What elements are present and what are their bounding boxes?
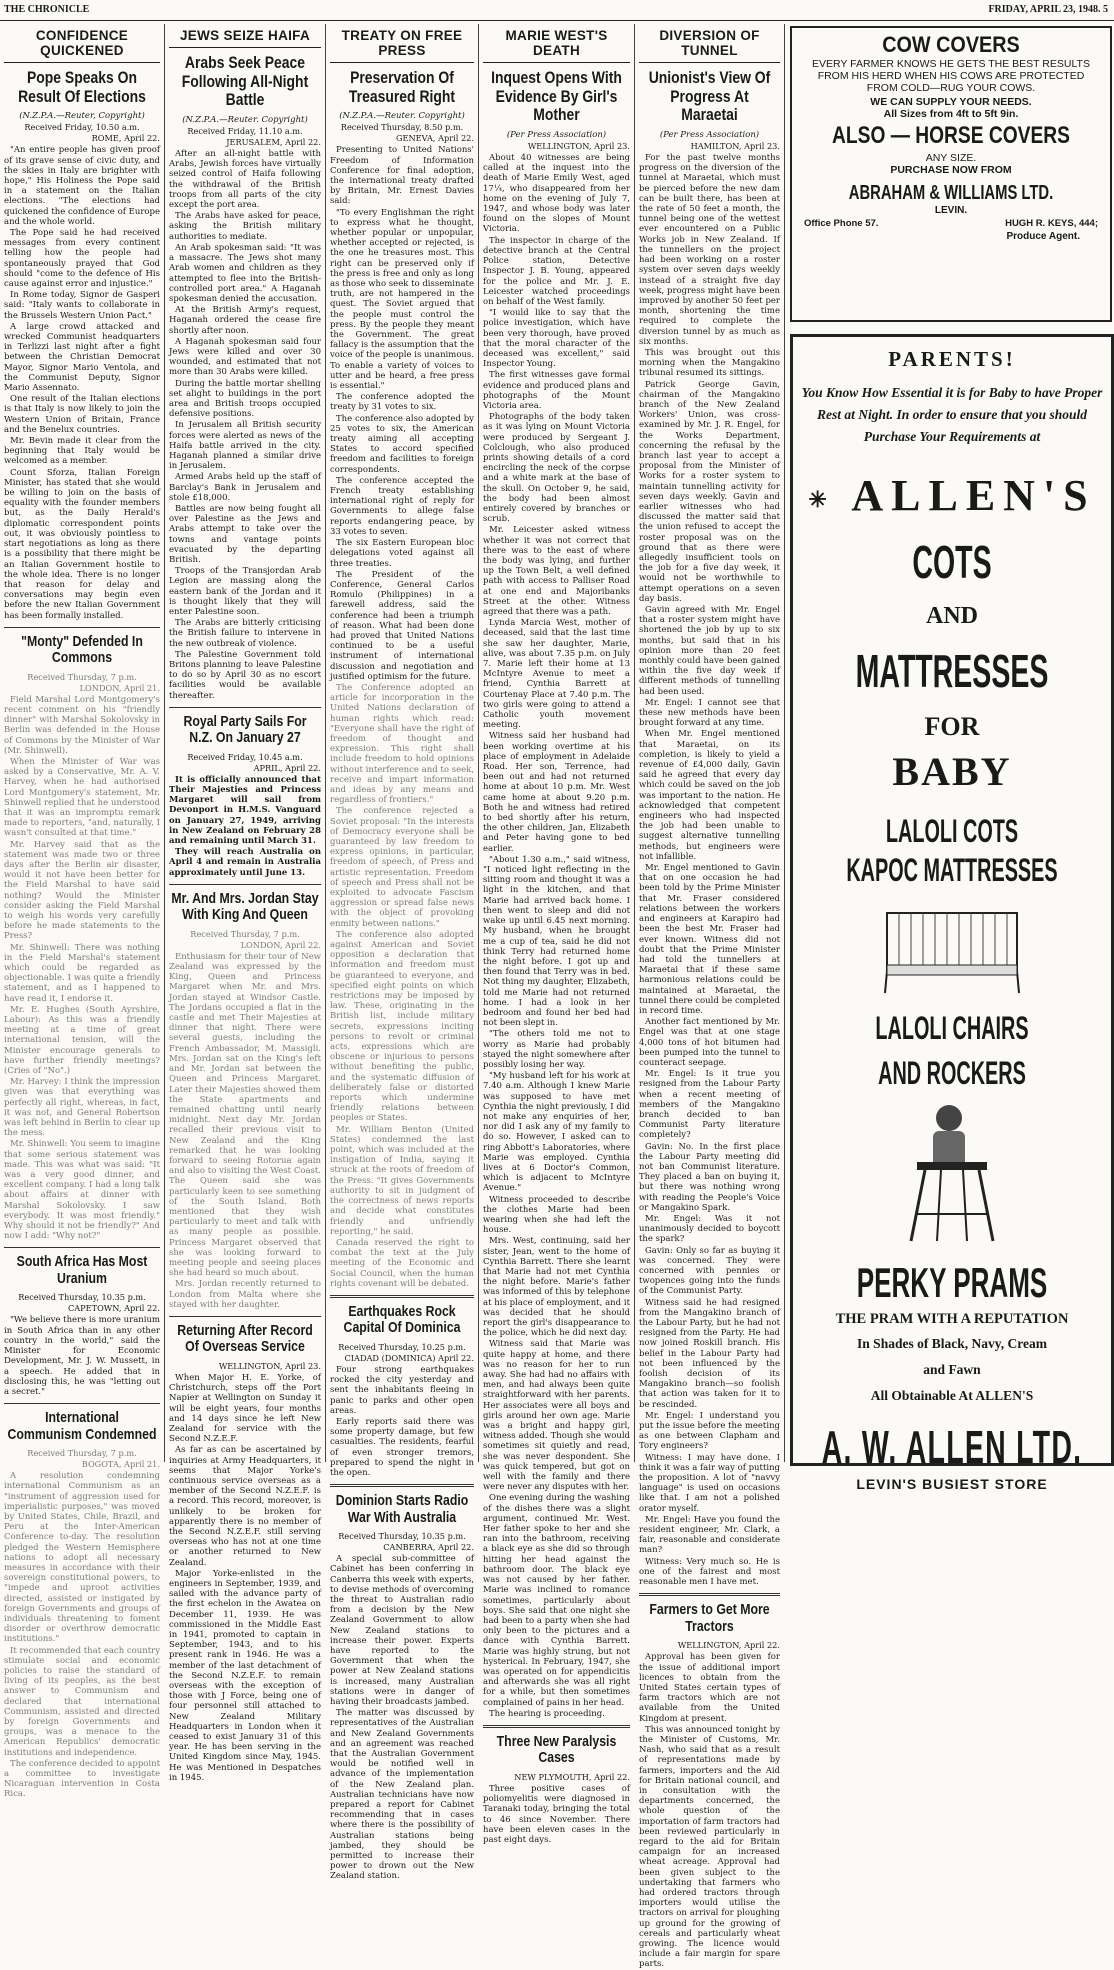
article-body: "We believe there is more uranium in South Africa than in any other country in the world," said the Minister for Economic Development, Mr. J. W. Mussett, in a speech. He added that in disclosing this, he was "letting out a secret." (4, 1315, 160, 1397)
article-headline: "Monty" Defended In Commons (21, 632, 143, 667)
kicker: JEWS SEIZE HAIFA (169, 24, 321, 48)
kicker: CONFIDENCE QUICKENED (4, 24, 160, 63)
article-headline: Inquest Opens With Evidence By Girl's Mother (491, 68, 622, 125)
cot-icon (877, 895, 1027, 995)
article-body: Three positive cases of poliomyelitis were diagnosed in Taranaki today, bringing the total to 46 since November. There have been eleven cases in the past eight days. (483, 1783, 630, 1845)
ad-store-name: ✳ ALLEN'S (808, 471, 1096, 520)
ad-headline: PARENTS! (888, 347, 1016, 371)
received: Received Friday, 10.50 a.m. (24, 122, 140, 133)
baby-chair-icon (897, 1096, 1007, 1246)
article-body: A special sub-committee of Cabinet has been conferring in Canberra this week with experts, to devise methods of overcoming the threat to Australian radio from a decision by the New Zealand Government to allow New Zealand stations to increase their power. Experts have reported to the Government that when the power at New Zealand stations is increased, many Australian stations were in danger of having their broadcasts jambed. The matter was discussed by representatives of the Australian and New Zealand Governments and an agreement was reached that the Australian Government would be notified well in advance of the implementation of the New Zealand plan. Australian technicians have now prepared a report for Cabinet recommending that in cases where there is the possibility of Australian stations being jambed, they should be permitted to increase their power to drown out the New Zealand station. (330, 1554, 474, 1882)
article-headline: Mr. And Mrs. Jordan Stay With King And Queen (171, 889, 319, 924)
article-headline: Dominion Starts Radio War With Australia (335, 1492, 469, 1526)
paper-name: THE CHRONICLE (4, 4, 90, 15)
article-headline: Pope Speaks On Result Of Elections (18, 68, 146, 106)
article-body: When Major H. E. Yorke, of Christchurch, steps off the Port Napier at Wellington on Sunday it will be eight years, four months and 14 days since he left New Zealand for service with the Second N.Z.E.F. As far as can be ascertained by inquiries at Army Headquarters, it seems that Major Yorke's continuous service overseas as a member of the Second N.Z.E.F. is a record. This record, moreover, is unlikely to be broken for apparently there is no member of the Second N.Z.E.F. still serving overseas who has not at one time or another returned to New Zealand. Major Yorke-enlisted in the engineers in September, 1939, and sailed with the advance party of the first echelon in the Awatea on December 11, 1939. He was commissioned in the Middle East in 1941, promoted to captain in September, 1943, and to his present rank in 1946. He was a member of the last detachment of the Second N.Z.E.F. to remain overseas with the exception of those with J Force, being one of four personnel still attached to New Zealand Military Headquarters in London when it ceased to exist January 31 of this year. He has been serving in the United Kingdom since May, 1945. He was Mentioned in Despatches in 1945. (169, 1372, 321, 1783)
ad-firm: ABRAHAM & WILLIAMS LTD. (848, 182, 1054, 204)
article-headline: Earthquakes Rock Capital Of Dominica (343, 1302, 461, 1337)
dateline: ROME, April 22. (91, 133, 160, 144)
article-body: About 40 witnesses are being called at the inquest into the death of Marie Emily West, aged 17¼, who disappeared from her home on the evening of July 7, 1947, and whose body was later found on the slopes of Mount Victoria. The inspector in charge of the detective branch at the Central Police station, Detective Inspector J. B. Young, appeared for the police and Mr. J. E. Leicester watched proceedings on behalf of the West family. "I would like to say that the police investigation, which have been very thorough, have proved that the moral character of the deceased was excellent," said Inspector Young. The first witnesses gave formal evidence and produced plans and photographs of the Mount Victoria area. Photographs of the body taken as it was lying on Mount Victoria were produced by Sergeant J. Colclough, who also produced prints showing details of a cord encircling the neck of the corpse and a white mark at the base of the skull. On October 9, he said, the body had been almost entirely covered by branches or scrub. Mr. Leicester asked witness whether it was not correct that there was to the east of where the body was lying, and further up the Town Belt, a well defined path with access to Palliser Road at one end and Majoribanks Street at the other. Witness agreed that there was a path. Lynda Marcia West, mother of deceased, said that the last time she saw her daughter, Marie, alive, was about 7.35 p.m. on July 7. Marie left their home at 13 McIntyre Avenue to meet a friend, Cynthia Barrett at Courtenay Place at 7.40 p.m. The two girls were going to attend a Catholic youth movement meeting. Witness said her husband had been working overtime at his place of employment in Adelaide Road. Her son, Terrence, had been out and had not returned home at about 10 p.m. Mr. West came home at about 9.20 p.m. Both he and witness had retired to bed shortly after his return, the other children, Jan, Elizabeth and Peter having gone to bed earlier. "About 1.30 a.m.," said witness, "I noticed light reflecting in the sitting room and thought it was a light in the kitchen, and that Marie had arrived back home. I then went to sleep and did not wake up until 6.45 next morning. My husband, when he brought me a cup of tea, said he did not think Terry had returned home the night before. I got up and then found that Terry was in bed. Not thing my daughter, Elizabeth, told me Marie had not returned home. I had a look in her bedroom and found her bed had not been slept in. "The others told me not to worry as Marie had probably stayed the night somewhere after possibly losing her way. "My husband left for his work at 7.40 a.m. Although I knew Marie was supposed to have met Cynthia the night previously, I did not make any enquiries of her, nor did I ask any of my family to do so. However, I asked can to ring Abbott's Laboratories, where Marie was employed. Cynthia lives at 6 Doctor's Common, which is adjacent to McIntyre Avenue." Witness proceeded to describe the clothes Marie had been wearing when she had left the house. Mrs. West, continuing, said her sister, Jean, went to the home of Cynthia Barrett. There she learnt that Marie had not met Cynthia the night before. Marie's father was informed of this by telephone at his place of employment, and it was decided that he should report the girl's disappearance to the police, which he did next day. Witness said that Marie was quite happy at home, and there was no reason for her to run away. She had had no affairs with men, and had always been quite straightforward with her parents. Her associates were all boys and girls around her own age. Marie was a bright and happy girl, witness added. Though she would sometimes sit quietly and read, she was never despondent. She was quick tempered, but got on well with the family and there were never any disputes with her. One evening during the washing of the dishes there was a slight argument, continued Mr. West. Her father spoke to her and she ran into the bathroom, receiving a black eye as she did so through hitting her head against the bathroom door. The black eye was not caused by her father. Marie was inclined to romance sometimes, particularly about boys. She said that one night she had been to a party when she had only been to the pictures and a dance with Cynthia Barrett. Marie was highly strung, but not hysterical. In February, 1947, she was operated on for appendicitis and afterwards she was all right for a while, but then sometimes complained of pains in her head. The hearing is proceeding. (483, 153, 630, 1719)
column-5: DIVERSION OF TUNNEL Unionist's View Of Progress At Maraetai (Per Press Association) HAMILTON, April 23. For the past twelve months progress on the diversion of the tunnel at Maraetai, which must be pierced before the new dam can be built there, has been at the rate of 50 feet a month, the tunnel being one of the wettest ever encountered on a Public Works job in New Zealand. If the tunnellers on the project had been working on a roster system over seven days weekly instead of a straight five day week, progress might have been improved by another 50 feet per month, shortening the time required to complete the diversion tunnel by as much as six months. This was brought out this morning when the Mangakino tribunal resumed its sittings. Patrick George Gavin, chairman of the Mangakino branch of the New Zealand Workers' Union, was cross-examined by Mr. J. R. Engel, for the Works Department, concerning the refusal by the branch last year to accept a proposal from the Minister of Works for a roster system to maintain tunnelling activity for seven days weekly. Gavin and earlier witnesses who had discussed the matter said that the union refused to accept the roster proposal was on the ground that as there were allegedly insufficient tools on the job for a five day week, it would not be worthwhile to attempt operations on a seven day basis. Gavin agreed with Mr. Engel that a roster system might have shortened the job by up to six months, but said that in his opinion more than 20 feet monthly could have been gained within the five day week if different methods of tunnelling had been used. Mr. Engel: I cannot see that these new methods have been brought forward at any time. When Mr. Engel mentioned that Maraetai, on its completion, is likely to yield a revenue of £4,000 daily, Gavin said he agreed that every day which could be saved on the job was important to the nation. He acknowledged that competent engineers who had inspected the job had been unable to suggest alternative tunnelling methods, but engineers were not infallible. Mr. Engel mentioned to Gavin that on one occasion he had been told by the Prime Minister that Mr. Fraser considered relations between the workers and engineers at Karapiro had been the best Mr. Fraser had ever known. Witness did not doubt that the Prime Minister had told the tunnellers at Maraetai that if these same harmonious relations could be maintained at Maraetai, the tunnel there could be completed in record time. Another fact mentioned by Mr. Engel was that at one stage 4,000 tons of hot bitumen had been pumped into the tunnel to counteract seepage. Mr. Engel: Is it true you resigned from the Labour Party when a recent meeting of members of the Mangakino branch decided to ban Communist Party literature completely? Gavin: No. In the first place the Labour Party meeting did not ban Communist literature. They placed a ban on buying it, but there was nothing wrong with reading the People's Voice or Mangakino Spark. Mr. Engel: Was it not unanimously decided to boycott the spark? Gavin: Only so far as buying it was concerned. They were concerned with pennies or twopences going into the funds of the Communist Party. Witness said he had resigned from the Mangakino branch of the Labour Party, but he had not resigned from the Party. He had now joined Roskill branch. His belief in the Labour Party had not been influenced by the foolish decision of its Mangakino branch—so foolish that action was taken for it to be rescinded. Mr. Engel: I understand you put the issue before the meeting as one between Clapham and Tory engineers? Witness: I may have done. I think it was a fair way of putting the proposition. A lot of "navvy language" is used on occasions like that. I am not a polished orator myself. Mr. Engel: Have you found the resident engineer, Mr. Clark, a fair, reasonable and considerate man? Witness: Very much so. He is one of the fairest and most reasonable men I have met. Farmers to Get More Tractors WELLINGTON, April 22. Approval has been given for the issue of additional import licences to obtain from the United States certain types of farm tractors which are not available from the United Kingdom at present. This was announced tonight by the Minister of Customs, Mr. Nash, who said that as a result of representations made by farmers, importers and the Aid for Britain national council, and in consultation with the departments concerned, the whole question of the importation of farm tractors had been reviewed particularly in regard to the aid for Britain campaign for an increased wheat acreage. Approval had been given subject to the undertaking that farmers who had ordered tractors through importers would utilise the tractors on arrival for ploughing up ground for the growing of cereals and particularly wheat growing. The licence would include a fair margin for spare parts. (639, 24, 780, 1462)
article-headline: Royal Party Sails For N.Z. On January 27 (183, 712, 307, 747)
page-date: FRIDAY, APRIL 23, 1948. 5 (988, 4, 1108, 15)
article-body: "An entire people has given proof of its grave sense of civic duty, and the skies in Italy are brighter with hope," His Holiness the Pope said in a statement on the Italian elections. "The elections had quickened the confidence of Europe and the whole world. The Pope said he had received messages from every continent telling how the people had spontaneously prayed that God should "come to the defence of His cause against error and injustice." In Rome today, Signor de Gasperi said: "Italy wants to collaborate in the Brussels Western Union Pact." A large crowd attacked and wrecked Communist headquarters in Terlizzi last night after a fight between the Christian Democrat Mayor, Signor Mario Ventola, and the Communist Deputy, Signor Mario Assennato. One result of the Italian elections is that Italy is now likely to join the Western Union of Britain, France and the Benelux countries. Mr. Bevin made it clear from the beginning that Italy would be welcomed as a member. Count Sforza, Italian Foreign Minister, has stated that she would be willing to join on the basis of equality with the founder members but, as the Daily Herald's diplomatic correspondent points out, it was obviously pointless to start negotiations as long as there is a possibility that there might be an Italian Government hostile to the whole idea. There is no longer that reason for delay and conversations may begin even before the new Italian Government has been formally installed. (4, 145, 160, 621)
article-body: Enthusiasm for their tour of New Zealand was expressed by the King, Queen and Princess Margaret when Mr. and Mrs. Jordan stayed at Windsor Castle. The Jordans occupied a flat in the castle and met Their Majesties at dinner that night. There were several guests, including the French Ambassador, M. Massigli. Mrs. Jordan sat on the King's left and Mr. Jordan sat between the Queen and Princess Margaret. Later their Majesties showed them the State apartments and remained chatting until nearly midnight. Next day Mr. Jordan recalled their previous visit to New Zealand and the King remarked that he was looking forward to seeing Rotorua again and also to visiting the West Coast. The Queen said she was particularly keen to see something of the South Island. Both mentioned that they wish particularly to meet and talk with as many people as possible. Princess Margaret observed that she was looking forward to meeting people and seeing places she had heard so much about. Mrs. Jordan recently returned to London from Malta where she stayed with her daughter. (169, 951, 321, 1310)
article-body: Field Marshal Lord Montgomery's recent comment on his "friendly dinner" with Marshal Sokolovsky in Berlin was defended in the House of Commons by the Minister of War (Mr. Shinwell). When the Minister of War was asked by a Conservative, Mr. A. V. Harvey, when he had authorised Lord Montgomery's statement, Mr. Shinwell replied that he understood that it was an impromptu remark made to reporters, "and, naturally, I wasn't consulted at that time." Mr. Harvey said that as the statement was made two or three days after the Berlin air disaster, would it not have been better for the Field Marshal to have said nothing? Would the Minister consider asking the Field Marshal to weigh his words very carefully before he made statements to the Press? Mr. Shinwell: There was nothing in the Field Marshal's statement which could be regarded as objectionable. I was quite a friendly statement, and as I happened to have read it, I endorse it. Mr. E. Hughes (South Ayrshire, Labour): As this was a friendly meeting at a time of great international tension, will the Minister encourage generals to have further friendly meetings? (Cries of "No".) Mr. Harvey: I think the impression given was that everything was perfectly all right, whereas, in fact, it was not, and General Robertson was left behind in Berlin to clear up the mess. Mr. Shinwell: You seem to imagine that some serious statement was made. This was what was said: "It was a very good dinner, and excellent company. I had a long talk about affairs at dinner with Marshal Sokolovsky. I saw everybody. It was most friendly." Why should it not be friendly?" And now I add: "Why not?" (4, 694, 160, 1242)
kicker: MARIE WEST'S DEATH (483, 24, 630, 63)
article-body: The Conference adopted an article for incorporation in the United Nations declaration of human rights which read: "Everyone shall have the right of freedom of thought and expression. This right shall include freedom to hold opinions without interference and to seek, receive and impart information and ideas by any means and regardless of frontiers." The conference rejected a Soviet proposal: "In the interests of Democracy everyone shall be guaranteed by law freedom to express opinions, in particular, freedom of speech, of Press and artistic representation. Freedom of speech and Press shall not be exploited to advocate Fascism aggression or spread false news with the object of provoking enmity between nations." The conference also adopted against American and Soviet opposition a declaration that information and freedom must be guaranteed to everyone, and specified eight points on which restrictions may be imposed by law. These, originating in the British list, include military secrets, expressions inciting persons to revolt or criminal acts, expressions which are obscene or injurious to persons without benefiting the public, and the systematic diffusion of deliberately false or distorted reports which undermine friendly relations between peoples or States. Mr. William Benton (United States) condemned the last point, which was included at the instigation of India, saying it struck at the roots of freedom of the Press. "It gives Governments authority to sit in judgment of the correctness of news reports and decide what constitutes friendly and unfriendly reporting," he said. Canada reserved the right to combat the text at the July meeting of the Economic and Social Council, when the human rights covenant will be debated. (330, 682, 474, 1289)
column-4: MARIE WEST'S DEATH Inquest Opens With Evidence By Girl's Mother (Per Press Association) WELLINGTON, April 23. About 40 witnesses are being called at the inquest into the death of Marie Emily West, aged 17¼, who disappeared from her home on the evening of July 7, 1947, and whose body was later found on the slopes of Mount Victoria. The inspector in charge of the detective branch at the Central Police station, Detective Inspector J. B. Young, appeared for the police and Mr. J. E. Leicester watched proceedings on behalf of the West family. "I would like to say that the police investigation, which have been very thorough, have proved that the moral character of the deceased was excellent," said Inspector Young. The first witnesses gave formal evidence and produced plans and photographs of the Mount Victoria area. Photographs of the body taken as it was lying on Mount Victoria were produced by Sergeant J. Colclough, who also produced prints showing details of a cord encircling the neck of the corpse and a white mark at the base of the skull. On October 9, he said, the body had been almost entirely covered by branches or scrub. Mr. Leicester asked witness whether it was not correct that there was to the east of where the body was lying, and further up the Town Belt, a well defined path with access to Palliser Road at one end and Majoribanks Street at the other. Witness agreed that there was a path. Lynda Marcia West, mother of deceased, said that the last time she saw her daughter, Marie, alive, was about 7.35 p.m. on July 7. Marie left their home at 13 McIntyre Avenue to meet a friend, Cynthia Barrett at Courtenay Place at 7.40 p.m. The two girls were going to attend a Catholic youth movement meeting. Witness said her husband had been working overtime at his place of employment in Adelaide Road. Her son, Terrence, had been out and had not returned home at about 10 p.m. Mr. West came home at about 9.20 p.m. Both he and witness had retired to bed shortly after his return, the other children, Jan, Elizabeth and Peter having gone to bed earlier. "About 1.30 a.m.," said witness, "I noticed light reflecting in the sitting room and thought it was a light in the kitchen, and that Marie had arrived back home. I then went to sleep and did not wake up until 6.45 next morning. My husband, when he brought me a cup of tea, said he did not think Terry had returned home the night before. I got up and then found that Terry was in bed. Not thing my daughter, Elizabeth, told me Marie had not returned home. I had a look in her bedroom and found her bed had not been slept in. "The others told me not to worry as Marie had probably stayed the night somewhere after possibly losing her way. "My husband left for his work at 7.40 a.m. Although I knew Marie was supposed to have met Cynthia the night previously, I did not make any enquiries of her, nor did I ask any of my family to do so. However, I asked can to ring Abbott's Laboratories, where Marie was employed. Cynthia lives at 6 Doctor's Common, which is adjacent to McIntyre Avenue." Witness proceeded to describe the clothes Marie had been wearing when she had left the house. Mrs. West, continuing, said her sister, Jean, went to the home of Cynthia Barrett. There she learnt that Marie had not met Cynthia the night before. Marie's father was informed of this by telephone at his place of employment, and it was decided that he should report the girl's disappearance to the police, which he did next day. Witness said that Marie was quite happy at home, and there was no reason for her to run away. She had had no affairs with men, and had always been quite straightforward with her parents. Her associates were all boys and girls around her own age. Marie was a bright and happy girl, witness added. Though she would sometimes sit quietly and read, she was never despondent. She was quick tempered, but got on well with the family and there were never any disputes with her. One evening during the washing of the dishes there was a slight argument, continued Mr. West. Her father spoke to her and she ran into the bathroom, receiving a black eye as she did so through hitting her head against the bathroom door. The black eye was not caused by her father. Marie was inclined to romance sometimes, particularly about boys. She said that one night she had been to a party when she had only been to the pictures and a dance with Cynthia Barrett. Marie was highly strung, but not hysterical. In February, 1947, she was operated on for appendicitis and afterwards she was all right for a while, but then sometimes complained of pains in her head. The hearing is proceeding. Three New Paralysis Cases NEW PLYMOUTH, April 22. Three positive cases of poliomyelitis were diagnosed in Taranaki today, bringing the total to 46 since November. There have been eleven cases in the past eight days. (483, 24, 630, 1462)
article-body: For the past twelve months progress on the diversion of the tunnel at Maraetai, which must be pierced before the new dam can be built there, has been at the rate of 50 feet a month, the tunnel being one of the wettest ever encountered on a Public Works job in New Zealand. If the tunnellers on the project had been working on a roster system over seven days weekly instead of a straight five day week, progress might have been improved by another 50 feet per month, shortening the time required to complete the diversion tunnel by as much as six months. This was brought out this morning when the Mangakino tribunal resumed its sittings. Patrick George Gavin, chairman of the Mangakino branch of the New Zealand Workers' Union, was cross-examined by Mr. J. R. Engel, for the Works Department, concerning the refusal by the branch last year to accept a proposal from the Minister of Works for a roster system to maintain tunnelling activity for seven days weekly. Gavin and earlier witnesses who had discussed the matter said that the union refused to accept the roster proposal was on the ground that as there were allegedly insufficient tools on the job for a five day week, it would not be worthwhile to attempt operations on a seven day basis. Gavin agreed with Mr. Engel that a roster system might have shortened the job by up to six months, but said that in his opinion more than 20 feet monthly could have been gained within the five day week if different methods of tunnelling had been used. Mr. Engel: I cannot see that these new methods have been brought forward at any time. When Mr. Engel mentioned that Maraetai, on its completion, is likely to yield a revenue of £4,000 daily, Gavin said he agreed that every day which could be saved on the job was important to the nation. He acknowledged that competent engineers who had inspected the job had been unable to suggest alternative tunnelling methods, but engineers were not infallible. Mr. Engel mentioned to Gavin that on one occasion he had been told by the Prime Minister that Mr. Fraser considered relations between the workers and engineers at Karapiro had been the best Mr. Fraser had ever known. Witness did not doubt that the Prime Minister had told the tunnellers at Maraetai that if these same harmonious relations could be maintained at Maraetai, the tunnel there could be completed in record time. Another fact mentioned by Mr. Engel was that at one stage 4,000 tons of hot bitumen had been pumped into the tunnel to counteract seepage. Mr. Engel: Is it true you resigned from the Labour Party when a recent meeting of members of the Mangakino branch decided to ban Communist Party literature completely? Gavin: No. In the first place the Labour Party meeting did not ban Communist literature. They placed a ban on buying it, but there was nothing wrong with reading the People's Voice or Mangakino Spark. Mr. Engel: Was it not unanimously decided to boycott the spark? Gavin: Only so far as buying it was concerned. They were concerned with pennies or twopences going into the funds of the Communist Party. Witness said he had resigned from the Mangakino branch of the Labour Party, but he had not resigned from the Party. He had now joined Roskill branch. His belief in the Labour Party had not been influenced by the foolish decision of its Mangakino branch—so foolish that action was taken for it to be rescinded. Mr. Engel: I understand you put the issue before the meeting as one between Clapham and Tory engineers? Witness: I may have done. I think it was a fair way of putting the proposition. A lot of "navvy language" is used on occasions like that. I am not a polished orator myself. Mr. Engel: Have you found the resident engineer, Mr. Clark, a fair, reasonable and considerate man? Witness: Very much so. He is one of the fairest and most reasonable men I have met. (639, 153, 780, 1588)
sparkle-icon: ✳ (808, 486, 835, 512)
article-body: It is officially announced that Their Majesties and Princess Margaret will sail from Devonport in H.M.S. Vanguard on January 27, 1949, arriving in New Zealand on February 28 and remaining until March 31. They will reach Australia on April 4 and remain in Australia approximately until June 13. (169, 774, 321, 878)
cow-covers-ad: COW COVERS EVERY FARMER KNOWS HE GETS THE BEST RESULTS FROM HIS HERD WHEN HIS COWS ARE PROTECTED FROM COLD—RUG YOUR COWS. WE CAN SUPPLY YOUR NEEDS. All Sizes from 4ft to 5ft 9in. ALSO — HORSE COVERS ANY SIZE. PURCHASE NOW FROM ABRAHAM & WILLIAMS LTD. LEVIN. Office Phone 57. HUGH R. KEYS, 444; Produce Agent. (790, 26, 1112, 322)
article-body: Approval has been given for the issue of additional import licences to obtain from the United States certain types of farm tractors which are not available from the United Kingdom at present. This was announced tonight by the Minister of Customs, Mr. Nash, who said that as a result of representations made by farmers, importers and the Aid for Britain national council, and in consultation with the departments concerned, the whole question of the importation of farm tractors had been reviewed particularly in regard to the aid for Britain campaign for an increased wheat acreage. Approval had been given subject to the undertaking that farmers who had ordered tractors through importers would utilise the tractors on arrival for ploughing up ground for the growing of cereals and particularly wheat growing. The licence would include a fair margin for spare parts. (639, 1652, 780, 1970)
article-body: After an all-night battle with Arabs, Jewish forces have virtually seized control of Haifa following the withdrawal of the British troops from all parts of the city except the port area. The Arabs have asked for peace, asking the British military authorities to mediate. An Arab spokesman said: "It was a massacre. The Jews shot many Arab women and children as they attempted to flee into the British-controlled port area." A Haganah spokesman denied the accusation. At the British Army's request, Haganah ordered the cease fire shortly after noon. A Haganah spokesman said four Jews were killed and over 30 wounded, and estimated that not more than 30 Arabs were killed. During the battle mortar shelling set alight to buildings in the port area and British troops occupied defensive positions. In Jerusalem all British security forces were alerted as news of the Haifa battle arrived in the city. Haganah planned a similar drive in Jerusalem. Armed Arabs held up the staff of Barclay's Bank in Jerusalem and stole £18,000. Battles are now being fought all over Palestine as the Jews and Arabs attempt to take over the towns and vantage points evacuated by the departing British. Troops of the Transjordan Arab Legion are massing along the eastern bank of the Jordan and it is thought likely that they will enter Palestine soon. The Arabs are bitterly criticising the British failure to intervene in the new outbreak of violence. The Palestine Government told Britons planning to leave Palestine to do so by April 30 as no escort facilities would be available thereafter. (169, 149, 321, 701)
article-headline: Unionist's View Of Progress At Maraetai (648, 68, 771, 125)
column-3: TREATY ON FREE PRESS Preservation Of Treasured Right (N.Z.P.A.—Reuter. Copyright) Received Thursday, 8.50 p.m. GENEVA, April 22. Presenting to United Nations' Freedom of Information Conference for final adoption, the international treaty drafted by Britain, Mr. Ernest Davies said: "To every Englishman the right to express what he thought, whether popular or unpopular, whether accepted or rejected, is the one he treasures most. This right can be preserved only if the press is free and only as long as those who seek to disseminate truth, are not hampered in the quest. The Soviet argued that the people must control the press. By the people they meant the Government. The great fallacy is the assumption that the voice of the people is unanimous. To enable a variety of voices to utter and be heard, a free press is essential." The conference adopted the treaty by 31 votes to six. The conference also adopted by 25 votes to six, the American treaty aiming all accepting States to accord specified freedom and facilities to foreign correspondents. The conference accepted the French treaty establishing international right of reply for Governments to allege false reports endangering peace, by 33 votes to seven. The six Eastern European bloc delegations voted against all three treaties. The President of the Conference, General Carlos Romulo (Philippines) in a farewell address, said the conference had been a triumph of reason. What had been done had proved that United Nations continued to be a useful instrument of international discussion and negotiation and justified optimism for the future. The Conference adopted an article for incorporation in the United Nations declaration of human rights which read: "Everyone shall have the right of freedom of thought and expression. This right shall include freedom to hold opinions without interference and to seek, receive and impart information and ideas by any means and regardless of frontiers." The conference rejected a Soviet proposal: "In the interests of Democracy everyone shall be guaranteed by law freedom to express opinions, in particular, freedom of speech, of Press and artistic representation. Freedom of speech and Press shall not be exploited to advocate Fascism aggression or spread false news with the object of provoking enmity between nations." The conference also adopted against American and Soviet opposition a declaration that information and freedom must be guaranteed to everyone, and specified eight points on which restrictions may be imposed by law. These, originating in the British list, include military secrets, expressions inciting persons to revolt or criminal acts, expressions which are obscene or injurious to persons without benefiting the public, and the systematic diffusion of deliberately false or distorted reports which undermine friendly relations between peoples or States. Mr. William Benton (United States) condemned the last point, which was included at the instigation of India, saying it struck at the roots of freedom of the Press. "It gives Governments authority to sit in judgment of the correctness of news reports and decide what constitutes friendly and unfriendly reporting," he said. Canada reserved the right to combat the text at the July meeting of the Economic and Social Council, when the human rights covenant will be debated. Earthquakes Rock Capital Of Dominica Received Thursday, 10.25 p.m. CIADAD (DOMINICA) April 22. Four strong earthquakes rocked the city yesterday and sent the inhabitants fleeing in panic to parks and other open areas. Early reports said there was some property damage, but few casualties. The residents, fearful of even stronger tremors, prepared to spend the night in the open. Dominion Starts Radio War With Australia Received Thursday, 10.35 p.m. CANBERRA, April 22. A special sub-committee of Cabinet has been conferring in Canberra this week with experts, to devise methods of overcoming the threat to Australian radio from a decision by the New Zealand Government to allow New Zealand stations to increase their power. Experts have reported to the Government that when the power at New Zealand stations is increased, many Australian stations were in danger of having their broadcasts jambed. The matter was discussed by representatives of the Australian and New Zealand Governments and an agreement was reached that the Australian Government would be notified well in advance of the implementation of the New Zealand plan. Australian technicians have now prepared a report for Cabinet recommending that in cases where there is the possibility of Australian stations being jambed, they should be permitted to increase their power to drown out the New Zealand station. (330, 24, 474, 1462)
article-headline: Farmers to Get More Tractors (649, 1601, 770, 1635)
article-headline: Returning After Record Of Overseas Service (177, 1321, 313, 1356)
article-body: Presenting to United Nations' Freedom of Information Conference for final adoption, the international treaty drafted by Britain, Mr. Ernest Davies said: "To every Englishman the right to express what he thought, whether popular or unpopular, whether accepted or rejected, is the one he treasures most. This right can be preserved only if the press is free and only as long as those who seek to disseminate truth, are not hampered in the quest. The Soviet argued that the people must control the press. By the people they meant the Government. The great fallacy is the assumption that the voice of the people is unanimous. To enable a variety of voices to utter and be heard, a free press is essential." The conference adopted the treaty by 31 votes to six. The conference also adopted by 25 votes to six, the American treaty aiming all accepting States to accord specified freedom and facilities to foreign correspondents. The conference accepted the French treaty establishing international right of reply for Governments to allege false reports endangering peace, by 33 votes to seven. The six Eastern European bloc delegations voted against all three treaties. The President of the Conference, General Carlos Romulo (Philippines) in a farewell address, said the conference had been a triumph of reason. What had been done had proved that United Nations continued to be a useful instrument of international discussion and negotiation and justified optimism for the future. (330, 145, 474, 682)
ad-title: COW COVERS (882, 32, 1020, 57)
article-body: A resolution condemning international Communism as an "instrument of aggression used for imperialistic purposes," was moved by United States, Chile, Brazil, and Peru at the Inter-American Conference to-day. The resolution pledged the Western Hemisphere nations to adopt all necessary measures in accordance with their sovereign constitutional powers, to "impede and uproot activities directed, assisted or instigated by foreign Governments and groups of individuals threatening to foment disorder or overthrow democratic institutions." It recommended that each country stimulate social and economic policies to raise the standard of living of its peoples, as the best answer to Communism and declared that international Communism, assisted and directed by foreign Governments and groups, was a menace to the American Republics' democratic institutions and independence. The conference decided to appoint a committee to investigate Nicaraguan intervention in Costa Rica. (4, 1471, 160, 1800)
ad-firm: A. W. ALLEN LTD. (821, 1421, 1083, 1473)
article-body: Four strong earthquakes rocked the city yesterday and sent the inhabitants fleeing in panic to parks and other open areas. Early reports said there was some property damage, but few casualties. The residents, fearful of even stronger tremors, prepared to spend the night in the open. (330, 1364, 474, 1478)
article-headline: Preservation Of Treasured Right (348, 68, 456, 106)
kicker: DIVERSION OF TUNNEL (639, 24, 780, 63)
column-2: JEWS SEIZE HAIFA Arabs Seek Peace Following All-Night Battle (N.Z.P.A.—Reuter. Copyright) Received Friday, 11.10 a.m. JERUSALEM, April 22. After an all-night battle with Arabs, Jewish forces have virtually seized control of Haifa following the withdrawal of the British troops from all parts of the city except the port area. The Arabs have asked for peace, asking the British military authorities to mediate. An Arab spokesman said: "It was a massacre. The Jews shot many Arab women and children as they attempted to flee into the British-controlled port area." A Haganah spokesman denied the accusation. At the British Army's request, Haganah ordered the cease fire shortly after noon. A Haganah spokesman said four Jews were killed and over 30 wounded, and estimated that not more than 30 Arabs were killed. During the battle mortar shelling set alight to buildings in the port area and British troops occupied defensive positions. In Jerusalem all British security forces were alerted as news of the Haifa battle arrived in the city. Haganah planned a similar drive in Jerusalem. Armed Arabs held up the staff of Barclay's Bank in Jerusalem and stole £18,000. Battles are now being fought all over Palestine as the Jews and Arabs attempt to take over the towns and vantage points evacuated by the departing British. Troops of the Transjordan Arab Legion are massing along the eastern bank of the Jordan and it is thought likely that they will enter Palestine soon. The Arabs are bitterly criticising the British failure to intervene in the new outbreak of violence. The Palestine Government told Britons planning to leave Palestine to do so by April 30 as no escort facilities would be available thereafter. Royal Party Sails For N.Z. On January 27 Received Friday, 10.45 a.m. APRIL, April 22. It is officially announced that Their Majesties and Princess Margaret will sail from Devonport in H.M.S. Vanguard on January 27, 1949, arriving in New Zealand on February 28 and remaining until March 31. They will reach Australia on April 4 and remain in Australia approximately until June 13. Mr. And Mrs. Jordan Stay With King And Queen Received Thursday, 7 p.m. LONDON, April 22. Enthusiasm for their tour of New Zealand was expressed by the King, Queen and Princess Margaret when Mr. and Mrs. Jordan stayed at Windsor Castle. The Jordans occupied a flat in the castle and met Their Majesties at dinner that night. There were several guests, including the French Ambassador, M. Massigli. Mrs. Jordan sat on the King's left and Mr. Jordan sat between the Queen and Princess Margaret. Later their Majesties showed them the State apartments and remained chatting until nearly midnight. Next day Mr. Jordan recalled their previous visit to New Zealand and the King remarked that he was looking forward to seeing Rotorua again and also to visiting the West Coast. The Queen said she was particularly keen to see something of the South Island. Both mentioned that they wish particularly to meet and talk with as many people as possible. Princess Margaret observed that she was looking forward to meeting people and seeing places she had heard so much about. Mrs. Jordan recently returned to London from Malta where she stayed with her daughter. Returning After Record Of Overseas Service WELLINGTON, April 23. When Major H. E. Yorke, of Christchurch, steps off the Port Napier at Wellington on Sunday it will be eight years, four months and 14 days since he left New Zealand for service with the Second N.Z.E.F. As far as can be ascertained by inquiries at Army Headquarters, it seems that Major Yorke's continuous service overseas as a member of the Second N.Z.E.F. is a record. This record, moreover, is unlikely to be broken for apparently there is no member of the Second N.Z.E.F. still serving overseas who has not at one time or another returned to New Zealand. Major Yorke-enlisted in the engineers in September, 1939, and sailed with the advance party of the first echelon in the Awatea on December 11, 1939. He was commissioned in the Middle East in 1941, promoted to captain in September, 1943, and to his present rank in 1946. He was a member of the last detachment of the Second N.Z.E.F. to remain overseas with the exception of those with J Force, being one of four personnel still attached to New Zealand Military Headquarters in London when it ceased to exist January 31 of this year. He has been serving in the United Kingdom since May, 1945. He was Mentioned in Despatches in 1945. (169, 24, 321, 1462)
allens-ad: PARENTS! You Know How Essential it is for Baby to have Proper Rest at Night. In order to ensure that you should Purchase Your Requirements at ✳ ALLEN'S COTS AND MATTRESSES FOR BABY LALOLI COTS KAPOC MATTRESSES LALOLI CHAIRS AND ROCKERS PERKY PRAMS THE PRAM WITH A REPUTATION In Shades of Black, Navy, Cream and Fawn All Obtainable At ALLEN'S A. W. ALLEN LTD. LEVIN'S BUSIEST STORE (790, 334, 1114, 1466)
article-headline: Arabs Seek Peace Following All-Night Battle (181, 53, 309, 110)
byline: (N.Z.P.A.—Reuter, Copyright) (19, 111, 145, 122)
article-headline: Three New Paralysis Cases (496, 1732, 617, 1767)
article-headline: South Africa Has Most Uranium (16, 1253, 148, 1287)
column-1: CONFIDENCE QUICKENED Pope Speaks On Result Of Elections (N.Z.P.A.—Reuter, Copyright) Received Friday, 10.50 a.m. ROME, April 22. "An entire people has given proof of its grave sense of civic duty, and the skies in Italy are brighter with hope," His Holiness the Pope said in a statement on the Italian elections. "The elections had quickened the confidence of Europe and the whole world. The Pope said he had received messages from every continent telling how the people had spontaneously prayed that God should "come to the defence of His cause against error and injustice." In Rome today, Signor de Gasperi said: "Italy wants to collaborate in the Brussels Western Union Pact." A large crowd attacked and wrecked Communist headquarters in Terlizzi last night after a fight between the Christian Democrat Mayor, Signor Mario Ventola, and the Communist Deputy, Signor Mario Assennato. One result of the Italian elections is that Italy is now likely to join the Western Union of Britain, France and the Benelux countries. Mr. Bevin made it clear from the beginning that Italy would be welcomed as a member. Count Sforza, Italian Foreign Minister, has stated that she would be willing to join on the basis of equality with the founder members but, as the Daily Herald's diplomatic correspondent points out, it was obviously pointless to start negotiations as long as there is a possibility that there might be an Italian Government hostile to the whole idea. There is no longer that reason for delay and conversations may begin even before the new Italian Government has been formally installed. "Monty" Defended In Commons Received Thursday, 7 p.m. LONDON, April 21. Field Marshal Lord Montgomery's recent comment on his "friendly dinner" with Marshal Sokolovsky in Berlin was defended in the House of Commons by the Minister of War (Mr. Shinwell). When the Minister of War was asked by a Conservative, Mr. A. V. Harvey, when he had authorised Lord Montgomery's statement, Mr. Shinwell replied that he understood that it was an impromptu remark made to reporters, "and, naturally, I wasn't consulted at that time." Mr. Harvey said that as the statement was made two or three days after the Berlin air disaster, would it not have been better for the Field Marshal to have said nothing? Would the Minister consider asking the Field Marshal to weigh his words very carefully before he made statements to the Press? Mr. Shinwell: There was nothing in the Field Marshal's statement which could be regarded as objectionable. I was quite a friendly statement, and as I happened to have read it, I endorse it. Mr. E. Hughes (South Ayrshire, Labour): As this was a friendly meeting at a time of great international tension, will the Minister encourage generals to have further friendly meetings? (Cries of "No".) Mr. Harvey: I think the impression given was that everything was perfectly all right, whereas, in fact, it was not, and General Robertson was left behind in Berlin to clear up the mess. Mr. Shinwell: You seem to imagine that some serious statement was made. This was what was said: "It was a very good dinner, and excellent company. I had a long talk about affairs at dinner with Marshal Sokolovsky. I saw everybody. It was most friendly." Why should it not be friendly?" And now I add: "Why not?" South Africa Has Most Uranium Received Thursday, 10.35 p.m. CAPETOWN, April 22. "We believe there is more uranium in South Africa than in any other country in the world," said the Minister for Economic Development, Mr. J. W. Mussett, in a speech. He added that in disclosing this, he was "letting out a secret." International Communism Condemned Received Thursday, 7 p.m. BOGOTA, April 21. A resolution condemning international Communism as an "instrument of aggression used for imperialistic purposes," was moved by United States, Chile, Brazil, and Peru at the Inter-American Conference to-day. The resolution pledged the Western Hemisphere nations to adopt all necessary measures in accordance with their sovereign constitutional powers, to "impede and uproot activities directed, assisted or instigated by foreign Governments and groups of individuals threatening to foment disorder or overthrow democratic institutions." It recommended that each country stimulate social and economic policies to raise the standard of living of its peoples, as the best answer to Communism and declared that international Communism, assisted and directed by foreign Governments and groups, was a menace to the American Republics' democratic institutions and independence. The conference decided to appoint a committee to investigate Nicaraguan intervention in Costa Rica. (4, 24, 160, 1462)
kicker: TREATY ON FREE PRESS (330, 24, 474, 63)
article-headline: International Communism Condemned (7, 1409, 157, 1443)
masthead (0, 0, 1114, 21)
